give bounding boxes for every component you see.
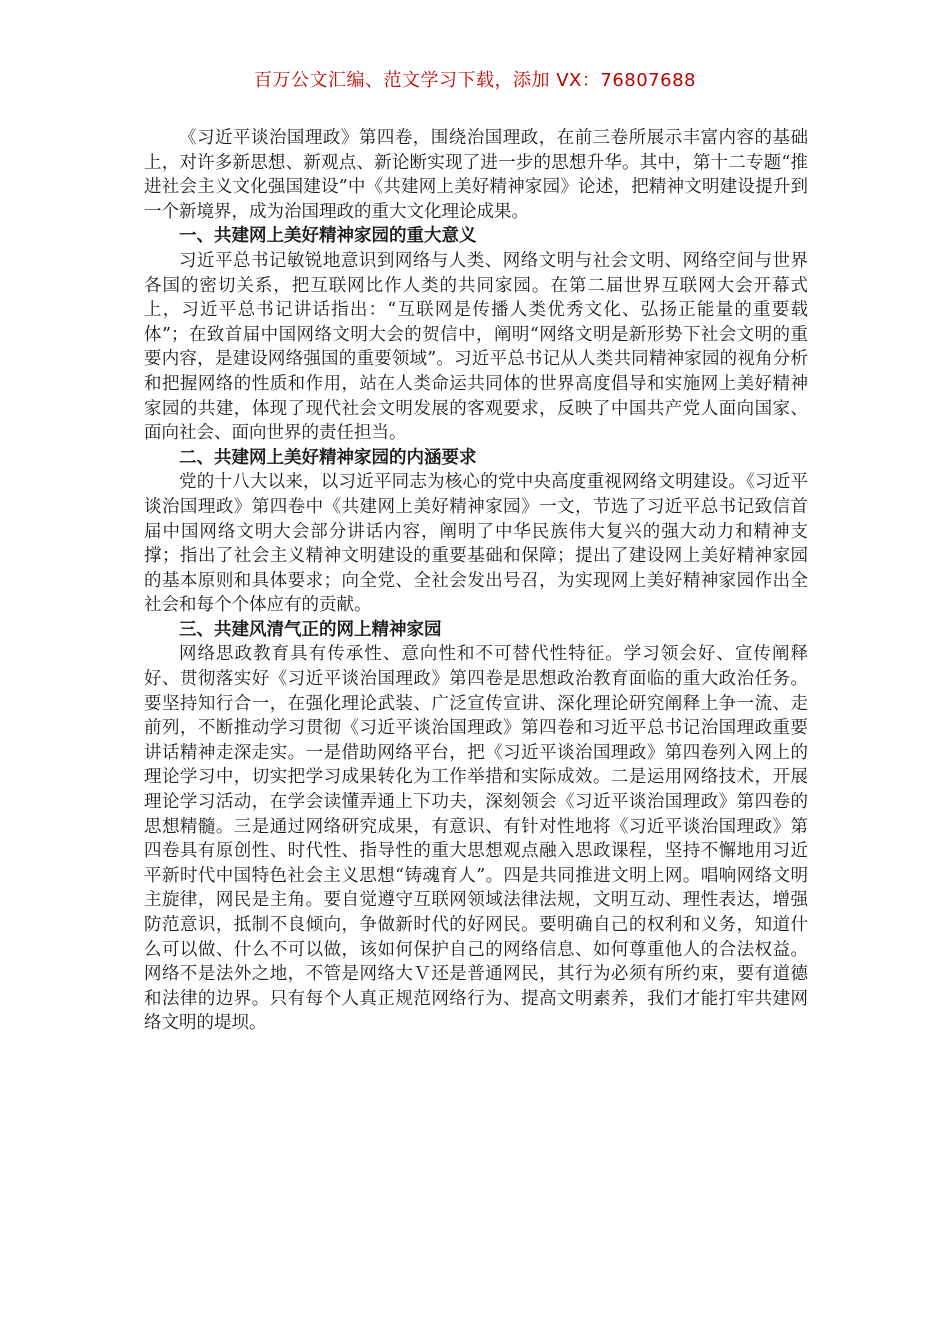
section-heading-1: 一、共建网上美好精神家园的重大意义: [179, 226, 477, 247]
section-body-3: 网络思政教育具有传承性、意向性和不可替代性特征。学习领会好、宣传阐释好、贯彻落实好《习近平谈治国理政》第四卷是思想政治教育面临的重大政治任务。要坚持知行合一，在强化理论武装、广泛宣传宣讲、深化理论研究阐释上争一流、走前列，不断推动学习贯彻《习近平谈治国理政》第四卷和习近平总书记治国理政重要讲话精神走深走实。一是借助网络平台，把《习近平谈治国理政》第四卷列入网上的理论学习中，切实把学习成果转化为工作举措和实际成效。二是运用网络技术，开展理论学习活动，在学会读懂弄通上下功夫，深刻领会《习近平谈治国理政》第四卷的思想精髓。三是通过网络研究成果，有意识、有针对性地将《习近平谈治国理政》第四卷具有原创性、时代性、指导性的重大思想观点融入思政课程，坚持不懈地用习近平新时代中国特色社会主义思想“铸魂育人”。四是共同推进文明上网。唱响网络文明主旋律，网民是主角。要自觉遵守互联网领域法律法规，文明互动、理性表达，增强防范意识，抵制不良倾向，争做新时代的好网民。要明确自己的权利和义务，知道什么可以做、什么不可以做，该如何保护自己的网络信息、如何尊重他人的合法权益。网络不是法外之地，不管是网络大Ｖ还是普通网民，其行为必须有所约束，要有道德和法律的边界。只有每个人真正规范网络行为、提高文明素养，我们才能打牢共建网络文明的堤坝。: [144, 644, 808, 1034]
section-heading-2: 二、共建网上美好精神家园的内涵要求: [179, 447, 477, 468]
intro-paragraph: 《习近平谈治国理政》第四卷，围绕治国理政，在前三卷所展示丰富内容的基础上，对许多新思想、新观点、新论断实现了进一步的思想升华。其中，第十二专题“推进社会主义文化强国建设”中《共建网上美好精神家园》论述，把精神文明建设提升到一个新境界，成为治国理政的重大文化理论成果。: [144, 128, 808, 222]
section-body-1: 习近平总书记敏锐地意识到网络与人类、网络文明与社会文明、网络空间与世界各国的密切关系，把互联网比作人类的共同家园。在第二届世界互联网大会开幕式上，习近平总书记讲话指出：“互联网是传播人类优秀文化、弘扬正能量的重要载体”；在致首届中国网络文明大会的贺信中，阐明“网络文明是新形势下社会文明的重要内容，是建设网络强国的重要领域”。习近平总书记从人类共同精神家园的视角分析和把握网络的性质和作用，站在人类命运共同体的世界高度倡导和实施网上美好精神家园的共建，体现了现代社会文明发展的客观要求，反映了中国共产党人面向国家、面向社会、面向世界的责任担当。: [144, 250, 808, 444]
section-heading-3: 三、共建风清气正的网上精神家园: [179, 619, 442, 640]
document-body: [144, 126, 808, 1036]
section-body-2: 党的十八大以来，以习近平同志为核心的党中央高度重视网络文明建设。《习近平谈治国理政》第四卷中《共建网上美好精神家园》一文，节选了习近平总书记致信首届中国网络文明大会部分讲话内容，阐明了中华民族伟大复兴的强大动力和精神支撑；指出了社会主义精神文明建设的重要基础和保障；提出了建设网上美好精神家园的基本原则和具体要求；向全党、全社会发出号召，为实现网上美好精神家园作出全社会和每个个体应有的贡献。: [144, 472, 808, 616]
download-banner: 百万公文汇编、范文学习下载，添加 VX：76807688: [254, 70, 696, 91]
